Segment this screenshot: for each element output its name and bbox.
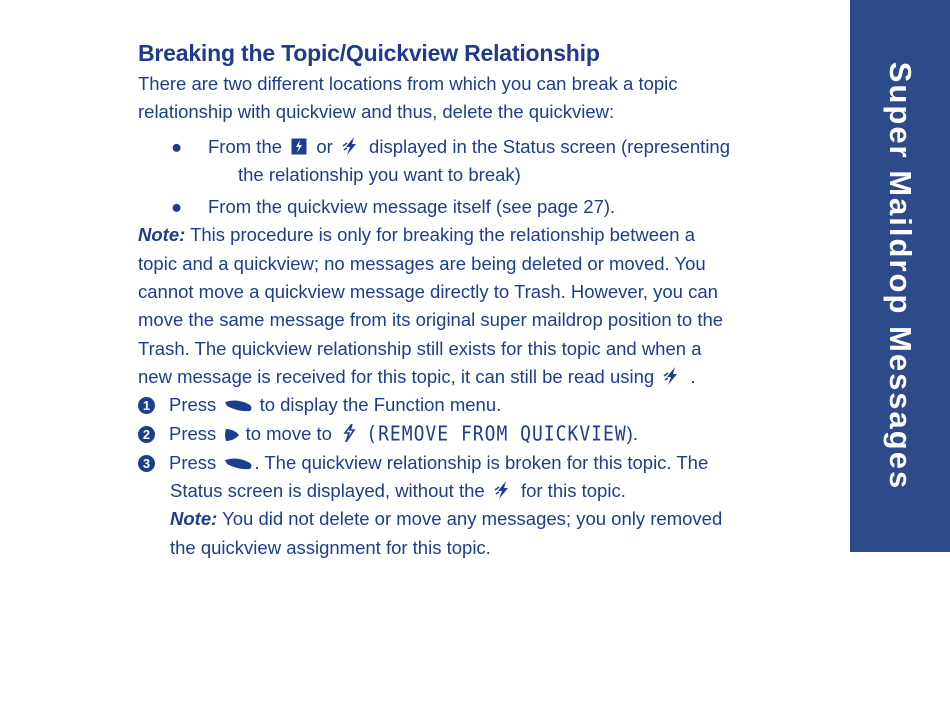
- note-2-line-2: the quickview assignment for this topic.: [170, 536, 491, 558]
- quickview-bolt-icon: [494, 481, 512, 499]
- step-1: 1 Press to display the Function menu.: [138, 391, 838, 419]
- note-1-line-6: new message is received for this topic, it can still be read using .: [138, 365, 696, 387]
- bullet-item-1: ● From the or displayed in the Status screen (representing: [138, 133, 838, 161]
- note-2-line-1: Note: You did not delete or move any messages; you only removed: [170, 508, 723, 530]
- note-1-line-3: cannot move a quickview message directly to Trash. However, you can: [138, 281, 718, 303]
- quickview-bolt-icon: [663, 367, 681, 385]
- intro-line-1: There are two different locations from which you can break a topic: [138, 73, 678, 94]
- step-number: 2: [138, 426, 155, 443]
- note-1-line-4: move the same message from its original super maildrop position to the: [138, 309, 724, 331]
- step-number: 3: [138, 455, 155, 472]
- intro-line-2: relationship with quickview and thus, delete the quickview:: [138, 101, 615, 123]
- note-label: Note:: [170, 508, 218, 530]
- bullet-marker: ●: [171, 196, 183, 218]
- quickview-lcd-icon: [341, 424, 357, 442]
- step-3: 3 Press . The quickview relationship is broken for this topic. The: [138, 449, 838, 477]
- lcd-menu-text: (REMOVE FROM QUICKVIEW: [366, 421, 627, 447]
- left-softkey-icon: [224, 457, 254, 471]
- right-arrow-key-icon: [224, 428, 240, 442]
- left-softkey-icon: [224, 399, 254, 413]
- section-sidebar: [850, 0, 950, 552]
- note-label: Note:: [138, 224, 186, 246]
- bullet-item-1-continued: the relationship you want to break): [238, 163, 521, 185]
- page-title: Breaking the Topic/Quickview Relationship: [138, 40, 600, 66]
- step-2: 2 Press to move to (REMOVE FROM QUICKVIEW).: [138, 420, 838, 449]
- quickview-bolt-icon: [342, 137, 360, 155]
- note-1-line-1: Note: This procedure is only for breaking the relationship between a: [138, 224, 696, 246]
- bullet-marker: ●: [171, 135, 183, 157]
- bullet-item-2: ● From the quickview message itself (see page 27).: [138, 193, 838, 221]
- page-content: [138, 40, 838, 562]
- step-3-continued: Status screen is displayed, without the for this topic.: [170, 480, 626, 502]
- step-number: 1: [138, 397, 155, 414]
- note-1-line-2: topic and a quickview; no messages are being deleted or moved. You: [138, 252, 706, 274]
- note-1-line-5: Trash. The quickview relationship still exists for this topic and when a: [138, 337, 702, 359]
- quickview-box-icon: [291, 138, 307, 155]
- section-title: Super Maildrop Messages: [883, 61, 918, 491]
